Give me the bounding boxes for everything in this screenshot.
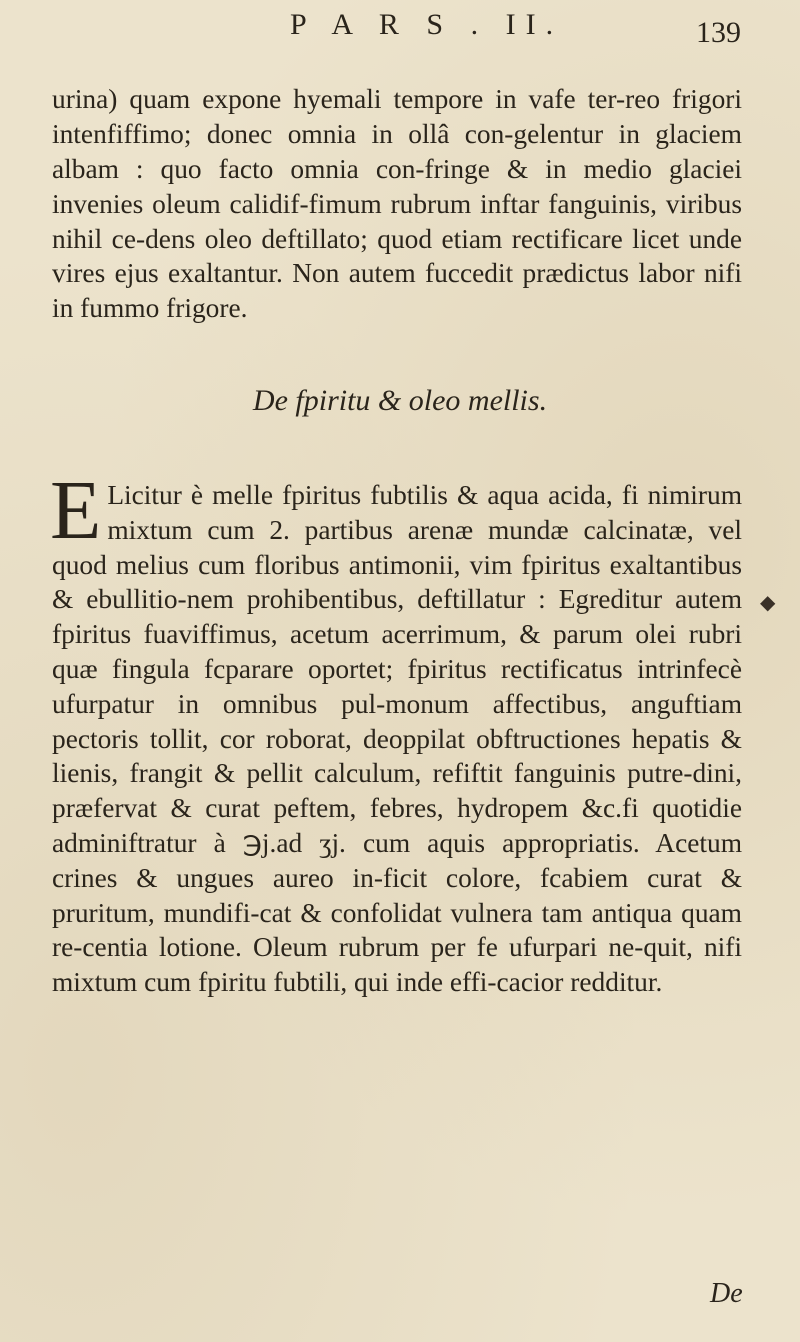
page-header (0, 8, 800, 48)
catchword: De (710, 1278, 743, 1309)
page-number: 139 (696, 16, 741, 49)
running-head: P A R S . II. (290, 8, 564, 41)
paragraph-mellis-text: Licitur è melle fpiritus fubtilis & aqua acida, fi nimirum mixtum cum 2. partibus arenæ mundæ calcinatæ, vel quod melius cum floribus antimonii, vim fpiritus exaltantibus & ebullitio-nem prohibentibus, deftillatur : Egreditur autem fpiritus fuaviffimus, acetum acerrimum, & parum olei rubri quæ fingula fcparare oportet; fpiritus rectificatus intrinfecè ufurpatur in omnibus pul-monum affectibus, anguftiam pectoris tollit, cor roborat, deoppilat obftructiones hepatis & lienis, frangit & pellit calculum, refiftit fanguinis putre-dini, præfervat & curat peftem, febres, hydropem &c.fi quotidie adminiftratur à ℈j.ad ʒj. cum aquis appropriatis. Acetum crines & ungues aureo in-ficit colore, fcabiem curat & pruritum, mundifi-cat & confolidat vulnera tam antiqua quam re-centia lotione. Oleum rubrum per fe ufurpari ne-quit, nifi mixtum cum fpiritu fubtili, qui inde effi-cacior redditur. (52, 480, 742, 998)
paragraph-mellis (50, 464, 742, 1000)
margin-ink-mark-icon: ◆ (760, 590, 776, 614)
paragraph-continuation: urina) quam expone hyemali tempore in vafe ter-reo frigori intenfiffimo; donec omnia in ollâ con-gelentur in glaciem albam : quo facto omnia con-fringe & in medio glaciei invenies oleum calidif-fimum rubrum inftar fanguinis, viribus nihil ce-dens oleo deftillato; quod etiam rectificare licet unde vires ejus exaltantur. Non autem fuccedit prædictus labor nifi in fummo frigore. (52, 84, 742, 324)
drop-cap: E (50, 464, 102, 557)
section-title: De fpiritu & oleo mellis. (252, 384, 548, 417)
